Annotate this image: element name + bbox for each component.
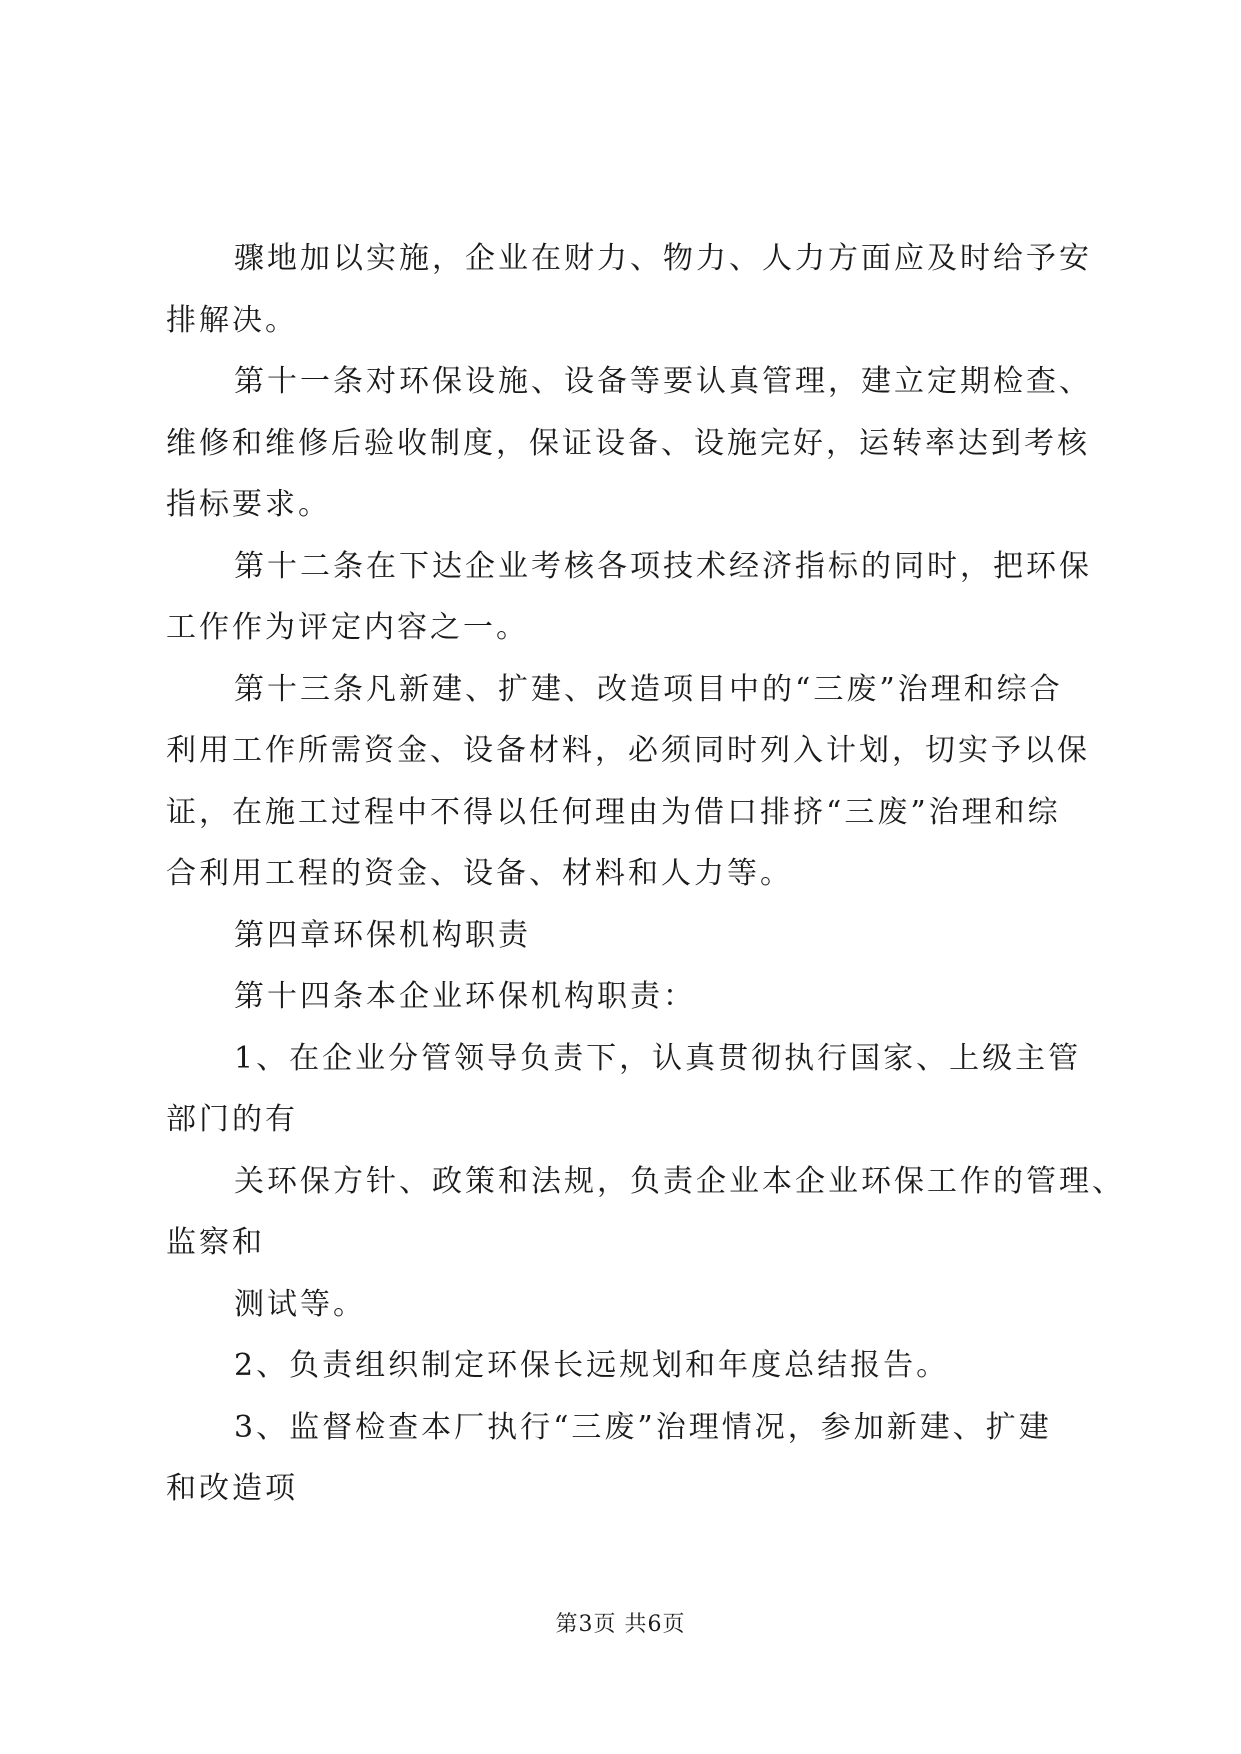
text-line: 2、负责组织制定环保长远规划和年度总结报告。 xyxy=(234,1348,950,1383)
text-line: 指标要求。 xyxy=(166,487,331,522)
text-line: 第十四条本企业环保机构职责： xyxy=(234,979,696,1014)
text-line: 1、在企业分管领导负责下，认真贯彻执行国家、上级主管 xyxy=(234,1040,1082,1076)
text-line: 第四章环保机构职责 xyxy=(234,917,531,953)
text-line: 测试等。 xyxy=(234,1286,366,1322)
text-line: 3、监督检查本厂执行“三废”治理情况，参加新建、扩建 xyxy=(234,1409,1052,1445)
text-line: 工作作为评定内容之一。 xyxy=(166,610,529,645)
text-line: 排解决。 xyxy=(166,302,298,338)
text-line: 维修和维修后验收制度，保证设备、设施完好，运转率达到考核 xyxy=(166,425,1090,461)
page-footer: 第3页 共6页 xyxy=(555,1612,686,1637)
text-line: 关环保方针、政策和法规，负责企业本企业环保工作的管理、 xyxy=(234,1163,1125,1199)
text-line: 骤地加以实施，企业在财力、物力、人力方面应及时给予安 xyxy=(234,241,1092,276)
text-line: 监察和 xyxy=(166,1225,265,1260)
text-line: 第十一条对环保设施、设备等要认真管理，建立定期检查、 xyxy=(234,364,1092,399)
text-line: 证，在施工过程中不得以任何理由为借口排挤“三废”治理和综 xyxy=(166,794,1061,830)
text-line: 合利用工程的资金、设备、材料和人力等。 xyxy=(166,856,793,891)
document-body xyxy=(166,228,1125,1520)
text-line: 部门的有 xyxy=(166,1102,298,1137)
text-line: 利用工作所需资金、设备材料，必须同时列入计划，切实予以保 xyxy=(166,733,1090,768)
text-line: 第十二条在下达企业考核各项技术经济指标的同时，把环保 xyxy=(234,548,1092,584)
text-line: 第十三条凡新建、扩建、改造项目中的“三废”治理和综合 xyxy=(234,671,1063,707)
text-line: 和改造项 xyxy=(166,1471,298,1506)
